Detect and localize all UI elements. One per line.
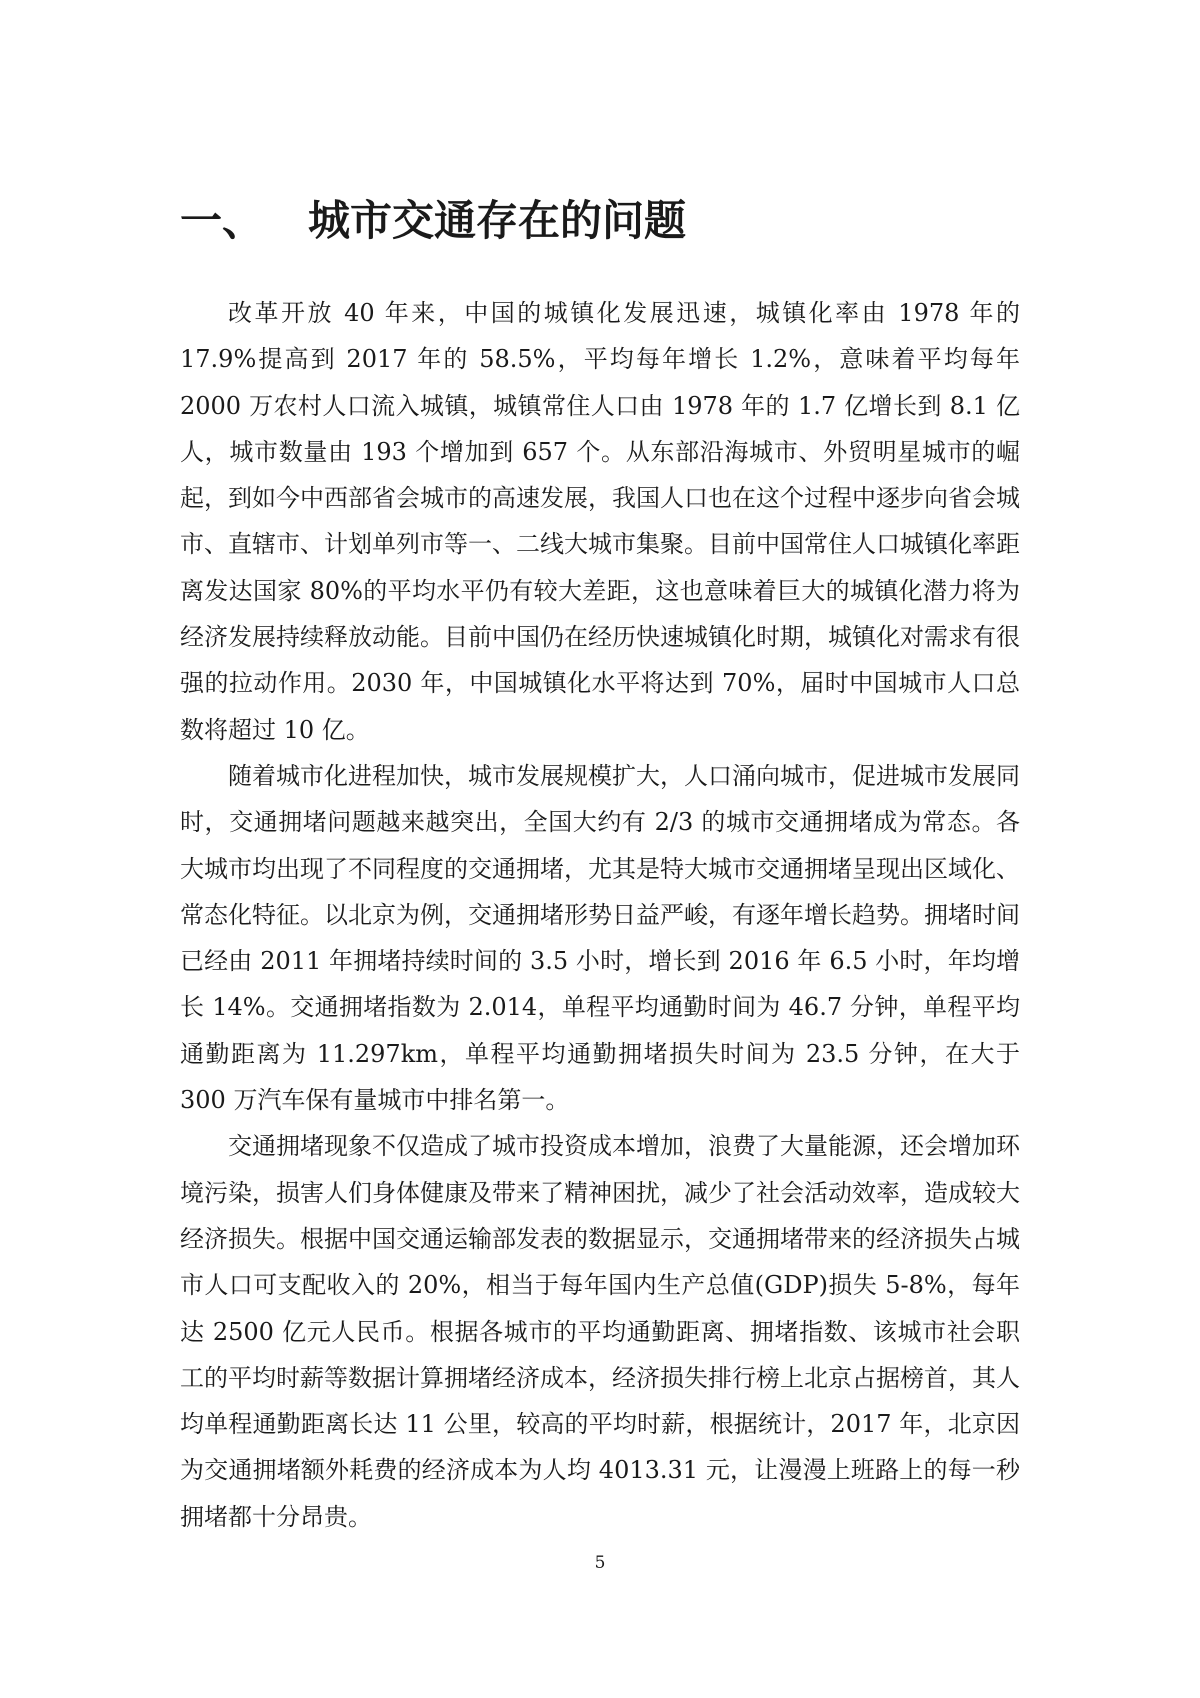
section-number: 一、: [180, 196, 265, 245]
document-page: [180, 0, 1020, 1698]
body-text: [180, 290, 1020, 1540]
page-number: 5: [594, 1553, 606, 1573]
paragraph-congestion: 随着城市化进程加快，城市发展规模扩大，人口涌向城市，促进城市发展同时，交通拥堵问题越来越突出，全国大约有 2/3 的城市交通拥堵成为常态。各大城市均出现了不同程度的交通拥堵，尤其是特大城市交通拥堵呈现出区域化、常态化特征。以北京为例，交通拥堵形势日益严峻，有逐年增长趋势。拥堵时间已经由 2011 年拥堵持续时间的 3.5 小时，增长到 2016 年 6.5 小时，年均增长 14%。交通拥堵指数为 2.014，单程平均通勤时间为 46.7 分钟，单程平均通勤距离为 11.297km，单程平均通勤拥堵损失时间为 23.5 分钟，在大于 300 万汽车保有量城市中排名第一。: [180, 761, 1020, 1115]
section-heading: [180, 186, 1020, 256]
paragraph-economic-loss: 交通拥堵现象不仅造成了城市投资成本增加，浪费了大量能源，还会增加环境污染，损害人们身体健康及带来了精神困扰，减少了社会活动效率，造成较大经济损失。根据中国交通运输部发表的数据显示，交通拥堵带来的经济损失占城市人口可支配收入的 20%，相当于每年国内生产总值(GDP)损失 5-8%，每年达 2500 亿元人民币。根据各城市的平均通勤距离、拥堵指数、该城市社会职工的平均时薪等数据计算拥堵经济成本，经济损失排行榜上北京占据榜首，其人均单程通勤距离长达 11 公里，较高的平均时薪，根据统计，2017 年，北京因为交通拥堵额外耗费的经济成本为人均 4013.31 元，让漫漫上班路上的每一秒拥堵都十分昂贵。: [180, 1132, 1020, 1531]
paragraph-urbanization: 改革开放 40 年来，中国的城镇化发展迅速，城镇化率由 1978 年的 17.9%提高到 2017 年的 58.5%，平均每年增长 1.2%，意味着平均每年 2000 万农村人口流入城镇，城镇常住人口由 1978 年的 1.7 亿增长到 8.1 亿人，城市数量由 193 个增加到 657 个。从东部沿海城市、外贸明星城市的崛起，到如今中西部省会城市的高速发展，我国人口也在这个过程中逐步向省会城市、直辖市、计划单列市等一、二线大城市集聚。目前中国常住人口城镇化率距离发达国家 80%的平均水平仍有较大差距，这也意味着巨大的城镇化潜力将为经济发展持续释放动能。目前中国仍在经历快速城镇化时期，城镇化对需求有很强的拉动作用。2030 年，中国城镇化水平将达到 70%，届时中国城市人口总数将超过 10 亿。: [180, 299, 1020, 744]
section-title: 城市交通存在的问题: [308, 196, 687, 245]
